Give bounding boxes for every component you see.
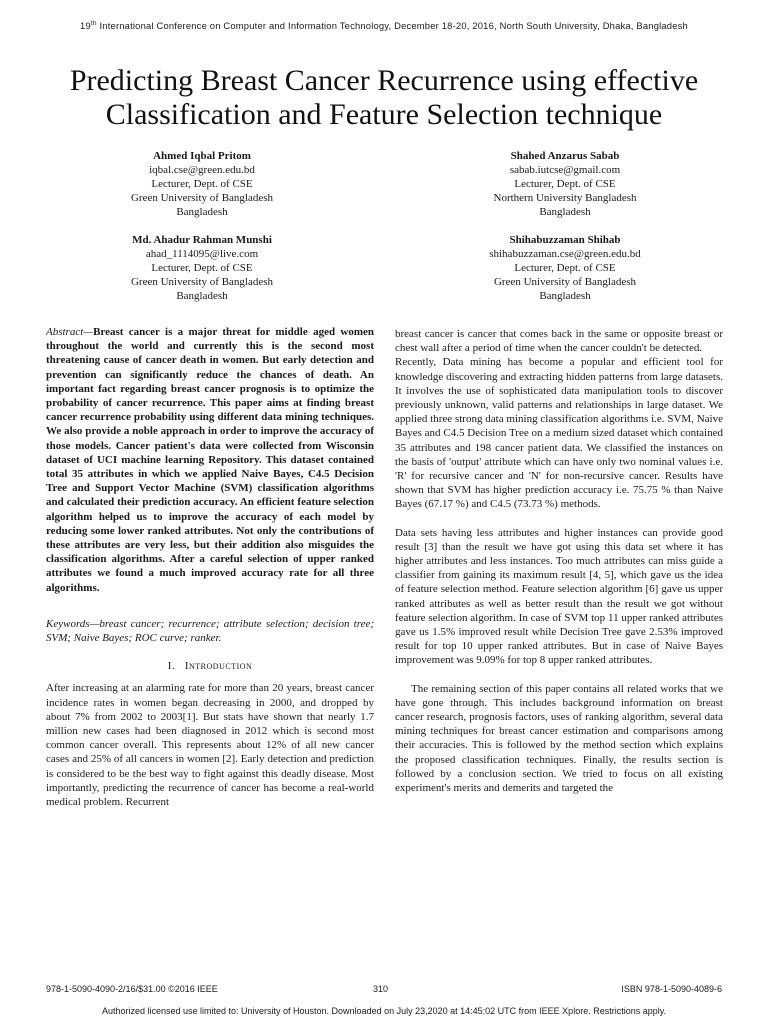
abstract-text: Breast cancer is a major threat for middle aged women throughout the world and currently this is the second most threatening cause of cancer death in women. But early detection and prevention can significantly reduce the chances of death. An important fact regarding breast cancer prognosis is to optimize the probability of cancer recurrence. This paper aims at finding breast cancer recurrence probability using different data mining techniques. We also provide a noble approach in order to improve the accuracy of those models. Cancer patient's data were collected from Wisconsin dataset of UCI machine learning Repository. This dataset contained total 35 attributes in which we applied Naive Bayes, C4.5 Decision Tree and Support Vector Machine (SVM) classification algorithms and calculated their prediction accuracy. An efficient feature selection algorithm helped us to improve the accuracy of each model by reducing some lower ranked attributes. Not only the contributions of these attributes are very less, but their addition also misguides the classification algorithms. After a careful selection of upper ranked attributes we found a much improved accuracy rate for all three algorithms. — [46, 326, 374, 594]
author-block-3 — [92, 233, 312, 303]
conference-number: 19 — [80, 20, 91, 32]
author-country: Bangladesh — [176, 290, 228, 302]
author-role: Lecturer, Dept. of CSE — [151, 262, 253, 274]
footer-isbn: ISBN 978-1-5090-4089-6 — [621, 984, 722, 994]
conference-details: International Conference on Computer and Information Technology, December 18-20, 2016, North South University, Dhaka, Bangladesh — [96, 20, 688, 32]
author-name: Shihabuzzaman Shihab — [509, 234, 621, 246]
author-role: Lecturer, Dept. of CSE — [151, 178, 253, 190]
intro-paragraph-1: After increasing at an alarming rate for more than 20 years, breast cancer incidence rates in women began decreasing in 2000, and dropped by about 7% from 2002 to 2003[1]. But stats have shown that nearly 1.7 million new cases had been diagnosed in 2012 which is second most common cancer overall. This represents about 12% of all new cancer cases and 25% of all cancers in women [2]. Early detection and prediction is considered to be the best way to fight against this deadly disease. Most importantly, predicting the recurrence of cancer has become a real-world medical problem. Recurrent — [46, 682, 374, 809]
author-email: shihabuzzaman.cse@green.edu.bd — [489, 248, 641, 260]
abstract-dash: — — [83, 326, 94, 338]
author-affiliation: Green University of Bangladesh — [130, 276, 274, 288]
author-block-4 — [455, 233, 675, 303]
keywords-text: breast cancer; recurrence; attribute selection; decision tree; SVM; Naive Bayes; ROC curve; ranker. — [46, 617, 374, 645]
author-block-2 — [455, 149, 675, 219]
section-title: Introduction — [184, 660, 253, 673]
author-role: Lecturer, Dept. of CSE — [514, 262, 616, 274]
author-country: Bangladesh — [539, 206, 591, 218]
author-name: Shahed Anzarus Sabab — [510, 150, 620, 162]
author-block-1 — [92, 149, 312, 219]
right-column — [395, 327, 723, 795]
body-paragraph-1: breast cancer is cancer that comes back in the same or opposite breast or chest wall after a period of time when the cancer couldn't be detected. — [395, 328, 723, 355]
author-email: ahad_1114095@live.com — [145, 248, 259, 260]
conference-ordinal: th — [90, 20, 97, 27]
keywords-label: Keywords — [46, 617, 90, 630]
license-notice: Authorized licensed use limited to: University of Houston. Downloaded on July 23,2020 at 14:45:02 UTC from IEEE Xplore. Restrictions apply. — [101, 1006, 667, 1016]
section-heading-introduction — [46, 659, 374, 673]
keywords-dash: — — [89, 617, 100, 630]
author-email: iqbal.cse@green.edu.bd — [149, 164, 255, 176]
section-number: I. — [167, 660, 176, 673]
left-column — [46, 325, 374, 809]
author-role: Lecturer, Dept. of CSE — [514, 178, 616, 190]
abstract-label: Abstract — [46, 326, 84, 338]
keywords — [46, 617, 374, 645]
body-paragraph-4: The remaining section of this paper contains all related works that we have gone through. This includes background information on breast cancer research, prognosis factors, uses of ranking algorithm, several data mining techniques for breast cancer estimation and comparisons among their accuracies. This is followed by the method section which explains the proposed classification techniques. Finally, the results section is followed by a conclusion section. We tried to focus on all existing experiment's merits and demerits and targeted the — [395, 682, 723, 795]
author-affiliation: Northern University Bangladesh — [493, 192, 637, 204]
conference-header — [0, 20, 768, 31]
abstract — [46, 325, 374, 595]
author-country: Bangladesh — [176, 206, 228, 218]
body-paragraph-2: Recently, Data mining has become a popular and efficient tool for knowledge discovering and extracting hidden patterns from large datasets. It involves the use of sophisticated data manipulation tools to discover previously unknown, valid patterns and relationships in large dataset. We applied three strong data mining classification algorithms i.e. SVM, Naive Bayes and C4.5 Decision Tree on a medium sized dataset which contained 35 attributes and 198 cancer patient data. We classified the instances on the basis of 'output' attribute which can have only two nominal values i.e. 'R' for recursive cancer and 'N' for non-recursive cancer. Results have shown that SVM has higher prediction accuracy i.e. 75.75 % than Naive Bayes (67.17 %) and C4.5 (73.73 %) methods. — [395, 356, 723, 511]
author-affiliation: Green University of Bangladesh — [130, 192, 274, 204]
paper-title: Predicting Breast Cancer Recurrence using effective Classification and Feature Selection technique — [69, 64, 699, 131]
author-email: sabab.iutcse@gmail.com — [509, 164, 621, 176]
author-affiliation: Green University of Bangladesh — [493, 276, 637, 288]
author-name: Md. Ahadur Rahman Munshi — [132, 234, 272, 246]
page-number: 310 — [373, 984, 389, 994]
footer-copyright: 978-1-5090-4090-2/16/$31.00 ©2016 IEEE — [46, 984, 218, 994]
body-paragraph-3: Data sets having less attributes and higher instances can provide good result [3] than the result we have got using this data set where it has higher attributes and less instances. Too much attributes can miss guide a classifier from gaining its maximum result [4, 5], which gave us the idea of feature selection method. Feature selection algorithm [6] gave us upper ranked attributes as well as better result than the result we got without feature selection algorithm. In case of SVM top 11 upper ranked attributes gave us 1.5% improved result while Decision Tree gave 2.53% improved result for top 10 upper ranked attributes. But in case of Naive Bayes improvement was 9.09% for top 8 upper ranked attributes. — [395, 526, 723, 667]
author-country: Bangladesh — [539, 290, 591, 302]
author-name: Ahmed Iqbal Pritom — [153, 150, 251, 162]
